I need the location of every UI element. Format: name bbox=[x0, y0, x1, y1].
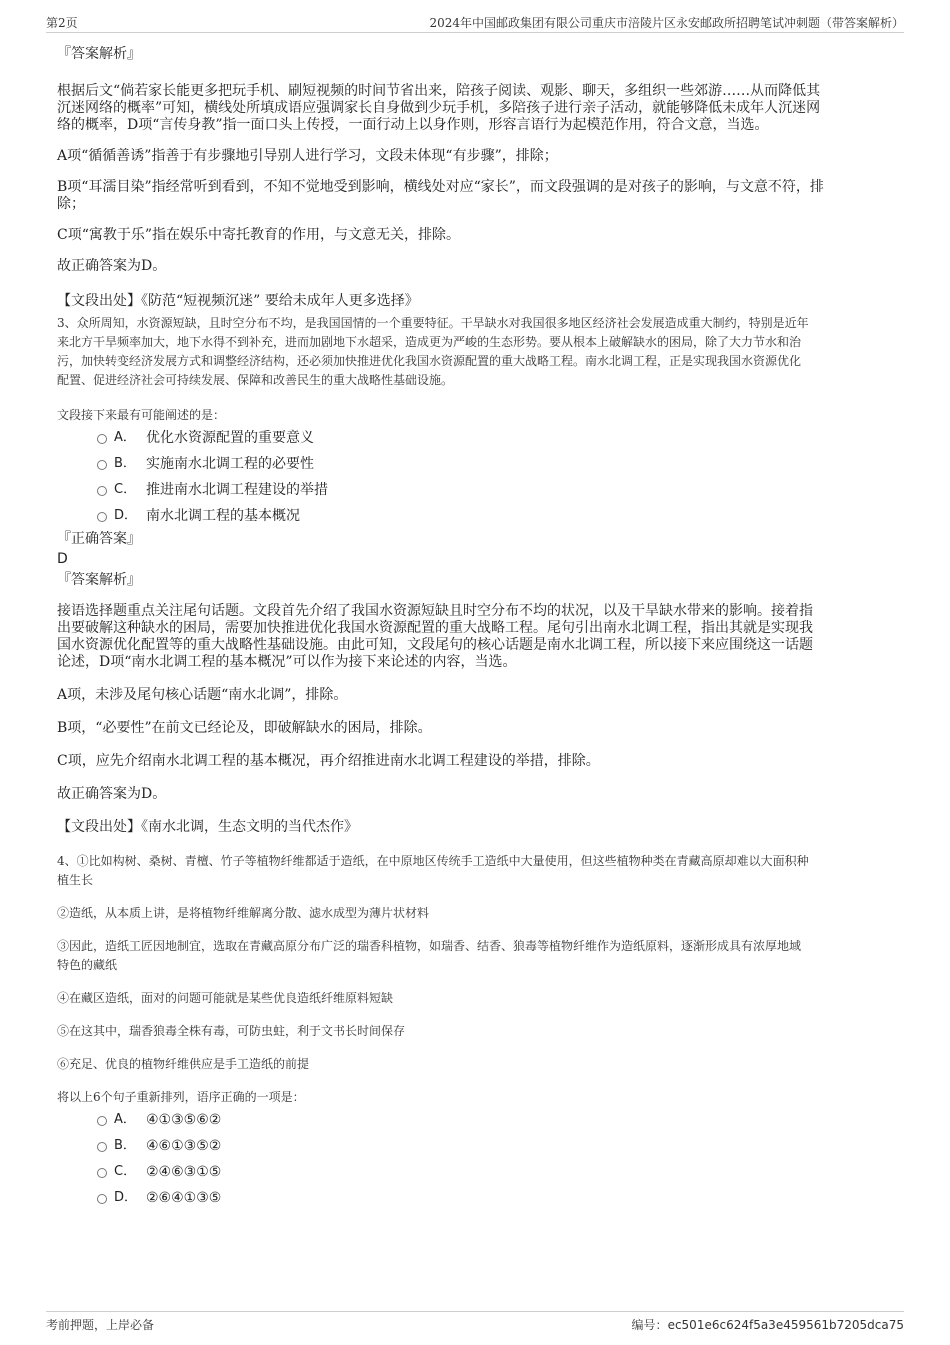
q4-s1-line: 植生长 bbox=[57, 873, 94, 887]
q2-analysis bbox=[57, 83, 897, 134]
q3-option-b[interactable] bbox=[57, 451, 897, 477]
q2-analysis-heading: 『答案解析』 bbox=[57, 46, 141, 62]
option-letter: B． bbox=[114, 1138, 136, 1153]
option-text: 实施南水北调工程的必要性 bbox=[146, 456, 314, 472]
q3-analysis bbox=[57, 603, 897, 671]
q4-s3-line: ③因此，造纸工匠因地制宜，选取在青藏高原分布广泛的瑞香科植物，如瑞香、结香、狼毒等植物纤维作为造纸原料，逐渐形成具有浓厚地域 bbox=[57, 939, 802, 953]
q3-option-a-note: A项，未涉及尾句核心话题“南水北调”，排除。 bbox=[57, 687, 348, 703]
page-header bbox=[46, 12, 904, 33]
q2-analysis-line: 根据后文“倘若家长能更多把玩手机、刷短视频的时间节省出来，陪孩子阅读、观影、聊天，多组织一些郊游……从而降低其 bbox=[57, 83, 821, 99]
q3-stem-line: 3、众所周知，水资源短缺，且时空分布不均，是我国国情的一个重要特征。干旱缺水对我国很多地区经济社会发展造成重大制约，特别是近年 bbox=[57, 316, 809, 330]
option-text: ②⑥④①③⑤ bbox=[146, 1190, 222, 1206]
option-text: ②④⑥③①⑤ bbox=[146, 1164, 222, 1180]
q3-prompt: 文段接下来最有可能阐述的是： bbox=[57, 408, 226, 422]
q3-stem-line: 来北方干旱频率加大，地下水得不到补充，进而加剧地下水超采，造成更为严峻的生态形势。要从根本上破解缺水的困局，除了大力节水和治 bbox=[57, 335, 802, 349]
q3-option-c[interactable] bbox=[57, 477, 897, 503]
footer-slogan: 考前押题，上岸必备 bbox=[46, 1318, 155, 1332]
q4-sentence-5: ⑤在这其中，瑞香狼毒全株有毒，可防虫蛀，利于文书长时间保存 bbox=[57, 1024, 406, 1038]
q2-source: 【文段出处】《防范“短视频沉迷” 要给未成年人更多选择》 bbox=[57, 293, 419, 309]
q4-prompt: 将以上6个句子重新排列，语序正确的一项是： bbox=[57, 1090, 305, 1104]
radio-button[interactable] bbox=[97, 512, 107, 522]
document-id-value: ec501e6c624f5a3e459561b7205dca75 bbox=[667, 1318, 904, 1332]
q3-analysis-line: 出要破解这种缺水的困局，需要加快推进优化我国水资源配置的重大战略工程。尾句引出南水北调工程，指出其就是实现我 bbox=[57, 620, 813, 636]
q3-analysis-line: 国水资源优化配置等的重大战略性基础设施。由此可知，文段尾句的核心话题是南水北调工程，所以接下来应围绕这一话题 bbox=[57, 637, 813, 653]
q3-option-c-note: C项，应先介绍南水北调工程的基本概况，再介绍推进南水北调工程建设的举措，排除。 bbox=[57, 753, 600, 769]
option-letter: A． bbox=[114, 430, 136, 445]
page-footer bbox=[46, 1311, 904, 1336]
radio-button[interactable] bbox=[97, 434, 107, 444]
q3-answer-heading: 『正确答案』 bbox=[57, 531, 141, 547]
option-letter: B． bbox=[114, 456, 136, 471]
q4-sentence-3 bbox=[57, 937, 897, 975]
q3-stem bbox=[57, 314, 897, 390]
option-letter: A． bbox=[114, 1112, 136, 1127]
option-letter: D． bbox=[114, 1190, 138, 1205]
q2-option-a-note: A项“循循善诱”指善于有步骤地引导别人进行学习，文段未体现“有步骤”，排除； bbox=[57, 148, 558, 164]
option-text: ④①③⑤⑥② bbox=[146, 1112, 222, 1128]
q3-analysis-line: 论述，D项“南水北调工程的基本概况”可以作为接下来论述的内容，当选。 bbox=[57, 654, 517, 670]
q2-option-b-note bbox=[57, 179, 897, 213]
radio-button[interactable] bbox=[97, 1142, 107, 1152]
q2-b-note-line: B项“耳濡目染”指经常听到看到，不知不觉地受到影响，横线处对应“家长”，而文段强调的是对孩子的影响，与文意不符，排 bbox=[57, 179, 824, 195]
q3-analysis-heading: 『答案解析』 bbox=[57, 572, 141, 588]
document-id bbox=[632, 1316, 904, 1333]
radio-button[interactable] bbox=[97, 1194, 107, 1204]
document-body bbox=[57, 44, 897, 1211]
q4-s3-line: 特色的藏纸 bbox=[57, 958, 118, 972]
q2-option-c-note: C项“寓教于乐”指在娱乐中寄托教育的作用，与文意无关，排除。 bbox=[57, 227, 461, 243]
option-text: 推进南水北调工程建设的举措 bbox=[146, 482, 328, 498]
option-text: 南水北调工程的基本概况 bbox=[146, 508, 300, 524]
option-text: 优化水资源配置的重要意义 bbox=[146, 430, 314, 446]
q4-s1-line: 4、①比如构树、桑树、青檀、竹子等植物纤维都适于造纸，在中原地区传统手工造纸中大量使用，但这些植物种类在青藏高原却难以大面积种 bbox=[57, 854, 809, 868]
q3-options bbox=[57, 425, 897, 529]
q2-conclusion: 故正确答案为D。 bbox=[57, 258, 167, 274]
q4-option-a[interactable] bbox=[57, 1107, 897, 1133]
option-letter: C． bbox=[114, 1164, 137, 1179]
q3-option-b-note: B项，“必要性”在前文已经论及，即破解缺水的困局，排除。 bbox=[57, 720, 432, 736]
q3-analysis-line: 接语选择题重点关注尾句话题。文段首先介绍了我国水资源短缺且时空分布不均的状况，以及干旱缺水带来的影响。接着指 bbox=[57, 603, 813, 619]
q2-b-note-line: 除； bbox=[57, 196, 85, 212]
q3-answer: D bbox=[57, 551, 68, 567]
q4-sentence-6: ⑥充足、优良的植物纤维供应是手工造纸的前提 bbox=[57, 1057, 310, 1071]
option-text: ④⑥①③⑤② bbox=[146, 1138, 222, 1154]
q2-analysis-line: 络的概率，D项“言传身教”指一面口头上传授，一面行动上以身作则，形容言语行为起模范作用，符合文意，当选。 bbox=[57, 117, 769, 133]
page-number: 第2页 bbox=[46, 16, 78, 30]
q3-conclusion: 故正确答案为D。 bbox=[57, 786, 167, 802]
q4-options bbox=[57, 1107, 897, 1211]
radio-button[interactable] bbox=[97, 460, 107, 470]
q4-option-c[interactable] bbox=[57, 1159, 897, 1185]
q3-stem-line: 配置、促进经济社会可持续发展、保障和改善民生的重大战略性基础设施。 bbox=[57, 373, 454, 387]
q3-option-a[interactable] bbox=[57, 425, 897, 451]
q2-analysis-line: 沉迷网络的概率”可知，横线处所填成语应强调家长自身做到少玩手机，多陪孩子进行亲子活动，就能够降低未成年人沉迷网 bbox=[57, 100, 821, 116]
q4-option-b[interactable] bbox=[57, 1133, 897, 1159]
option-letter: C． bbox=[114, 482, 137, 497]
q4-option-d[interactable] bbox=[57, 1185, 897, 1211]
radio-button[interactable] bbox=[97, 486, 107, 496]
radio-button[interactable] bbox=[97, 1116, 107, 1126]
q4-sentence-2: ②造纸，从本质上讲，是将植物纤维解离分散、滤水成型为薄片状材料 bbox=[57, 906, 430, 920]
document-id-label: 编号： bbox=[631, 1318, 668, 1332]
radio-button[interactable] bbox=[97, 1168, 107, 1178]
option-letter: D． bbox=[114, 508, 138, 523]
q3-source: 【文段出处】《南水北调，生态文明的当代杰作》 bbox=[57, 819, 358, 835]
document-title: 2024年中国邮政集团有限公司重庆市涪陵片区永安邮政所招聘笔试冲刺题（带答案解析） bbox=[429, 16, 904, 30]
q3-stem-line: 污，加快转变经济发展方式和调整经济结构，还必须加快推进优化我国水资源配置的重大战略工程。南水北调工程，正是实现我国水资源优化 bbox=[57, 354, 802, 368]
q4-sentence-4: ④在藏区造纸，面对的问题可能就是某些优良造纸纤维原料短缺 bbox=[57, 991, 394, 1005]
q3-option-d[interactable] bbox=[57, 503, 897, 529]
q4-sentence-1 bbox=[57, 852, 897, 890]
